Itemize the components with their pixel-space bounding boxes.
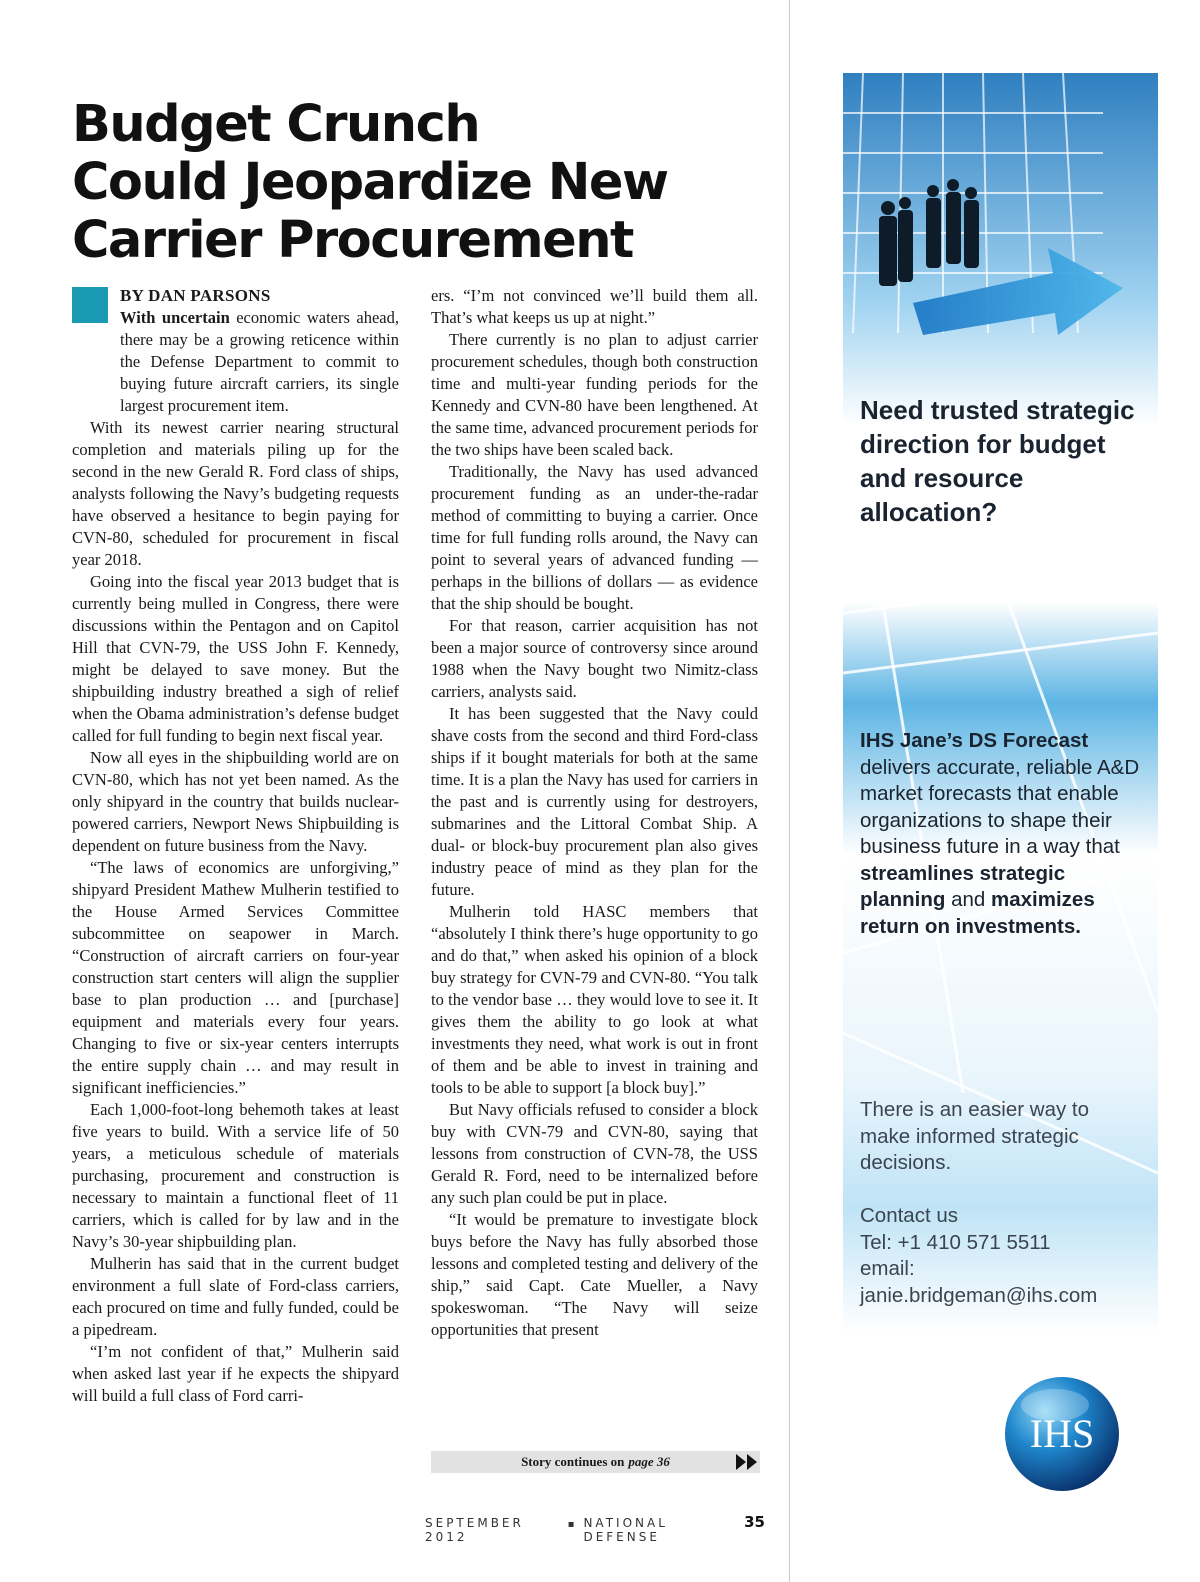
byline: BY DAN PARSONS	[120, 286, 271, 305]
ihs-logo	[1003, 1375, 1121, 1493]
section-marker	[72, 287, 108, 323]
ad-contact	[860, 1203, 1150, 1309]
ad-body	[860, 728, 1150, 940]
article-column-1	[72, 285, 399, 1407]
body-paragraph: Going into the fiscal year 2013 budget that is currently being mulled in Congress, there were discussions within the Pentagon and on Capitol Hill that CVN-79, the USS John F. Kennedy, might be delayed to save money. But the shipbuilding industry breathed a sigh of relief when the Obama administration’s defense budget called for full funding to begin next fiscal year.	[72, 572, 399, 745]
ad-body-text: and	[945, 888, 992, 911]
story-continues-link[interactable]	[431, 1451, 760, 1473]
contact-email[interactable]: janie.bridgeman@ihs.com	[860, 1283, 1098, 1307]
body-paragraph: There currently is no plan to adjust carrier procurement schedules, though both construction time and multi-year funding periods for the Kennedy and CVN-80 have been lengthened. At the same time, advanced procurement periods for the two ships have been scaled back.	[431, 330, 758, 459]
footer-separator: ▪	[567, 1519, 578, 1530]
ad-emphasis: maximizes return on investments.	[860, 888, 1095, 938]
body-paragraph: But Navy officials refused to consider a block buy with CVN-79 and CVN-80, saying that lessons from construction of CVN-78, the USS Gerald R. Ford, need to be internalized before any such plan could be put in place.	[431, 1100, 758, 1207]
lead-paragraph	[72, 307, 399, 417]
footer-publication: NATIONAL DEFENSE	[583, 1516, 668, 1544]
body-paragraph: For that reason, carrier acquisition has not been a major source of controversy since around 1988 when the Navy bought two Nimitz-class carriers, analysts said.	[431, 616, 758, 701]
body-paragraph: “The laws of economics are unforgiving,” shipyard President Mathew Mulherin testified to the House Armed Services Committee subcommittee on seapower in March. “Construction of aircraft carriers on four-year construction start centers will align the supplier base to plan production … and [purchase] equipment and materials every four years. Changing to five or six-year centers interrupts the entire supply chain … and may result in significant inefficiencies.”	[72, 858, 399, 1097]
body-paragraph: “I’m not confident of that,” Mulherin said when asked last year if he expects the shipyard will build a full class of Ford carri-	[72, 1342, 399, 1405]
contact-heading: Contact us	[860, 1204, 958, 1227]
fast-forward-icon	[736, 1454, 758, 1470]
headline	[72, 96, 772, 270]
ad-tagline: There is an easier way to make informed strategic decisions.	[860, 1098, 1090, 1174]
advertisement	[843, 73, 1158, 1510]
body-paragraph: Now all eyes in the shipbuilding world are on CVN-80, which has not yet been named. As the only shipyard in the country that builds nuclear-powered carriers, Newport News Shipbuilding is dependent on future business from the Navy.	[72, 748, 399, 855]
contact-phone[interactable]: Tel: +1 410 571 5511	[860, 1230, 1051, 1254]
contact-email-label: email:	[860, 1257, 915, 1280]
byline-row	[72, 285, 399, 307]
lead-text: economic waters ahead, there may be a growing reticence within the Defense Department to commit to buying future aircraft carriers, its single largest procurement item.	[120, 308, 399, 415]
page-footer	[425, 1513, 765, 1544]
logo-text: IHS	[1029, 1411, 1095, 1456]
headline-line: Budget Crunch	[72, 95, 480, 154]
headline-line: Carrier Procurement	[72, 211, 633, 270]
ad-body-text: delivers accurate, reliable A&D market forecasts that enable organizations to shape their business future in a way that	[860, 755, 1140, 858]
body-paragraph: It has been suggested that the Navy could shave costs from the second and third Ford-class ships if it bought materials for both at the same time. It is a plan the Navy has used for carriers in the past and is currently using for destroyers, submarines and the Littoral Combat Ship. A dual- or block-buy procurement plan also gives industry peace of mind as they plan for the future.	[431, 704, 758, 899]
body-paragraph: Each 1,000-foot-long behemoth takes at least five years to build. With a service life of 50 years, a meticulous schedule of materials purchasing, procurement and construction is necessary to maintain a functional fleet of 11 carriers, which is called for by law and in the Navy’s 30-year shipbuilding plan.	[72, 1100, 399, 1251]
body-paragraph: With its newest carrier nearing structural completion and materials piling up for the second in the new Gerald R. Ford class of ships, analysts following the Navy’s budgeting requests have observed a hesitance to begin paying for CVN-80, scheduled for procurement in fiscal year 2018.	[72, 418, 399, 569]
continue-text: Story continues on	[521, 1454, 625, 1469]
body-paragraph: Traditionally, the Navy has used advanced procurement funding as an under-the-radar method of committing to buying a carrier. Once time for full funding rolls around, the Navy can point to several years of advanced funding — perhaps in the billions of dollars — as evidence that the ship should be bought.	[431, 462, 758, 613]
ad-product-name: IHS Jane’s DS Forecast	[860, 729, 1089, 752]
article-column-2	[431, 285, 758, 1341]
footer-date: SEPTEMBER 2012	[425, 1516, 524, 1544]
ad-headline: Need trusted strategic direction for budget and resource allocation?	[860, 395, 1135, 527]
body-paragraph: “It would be premature to investigate block buys before the Navy has fully absorbed those lessons and completed testing and delivery of the ship,” said Capt. Cate Mueller, a Navy spokeswoman. “The Navy will seize opportunities that present	[431, 1210, 758, 1339]
headline-line: Could Jeopardize New	[72, 153, 668, 212]
body-paragraph: ers. “I’m not convinced we’ll build them all. That’s what keeps us up at night.”	[431, 286, 758, 327]
body-paragraph: Mulherin has said that in the current budget environment a full slate of Ford-class carriers, each procured on time and fully funded, could be a pipedream.	[72, 1254, 399, 1339]
body-paragraph: Mulherin told HASC members that “absolutely I think there’s huge opportunity to go and do that,” when asked his opinion of a block buy strategy for CVN-79 and CVN-80. “You talk to the vendor base … they would love to see it. It gives them the ability to go look at what investments they need, what work is out in front of them and be able to invest in training and tools to be able to support [a block buy].”	[431, 902, 758, 1097]
ad-emphasis: streamlines strategic planning	[860, 861, 1066, 911]
page-divider	[789, 0, 790, 1582]
continue-page: page 36	[628, 1454, 670, 1469]
lead-in: With uncertain	[120, 308, 230, 327]
page-number: 35	[744, 1513, 765, 1531]
